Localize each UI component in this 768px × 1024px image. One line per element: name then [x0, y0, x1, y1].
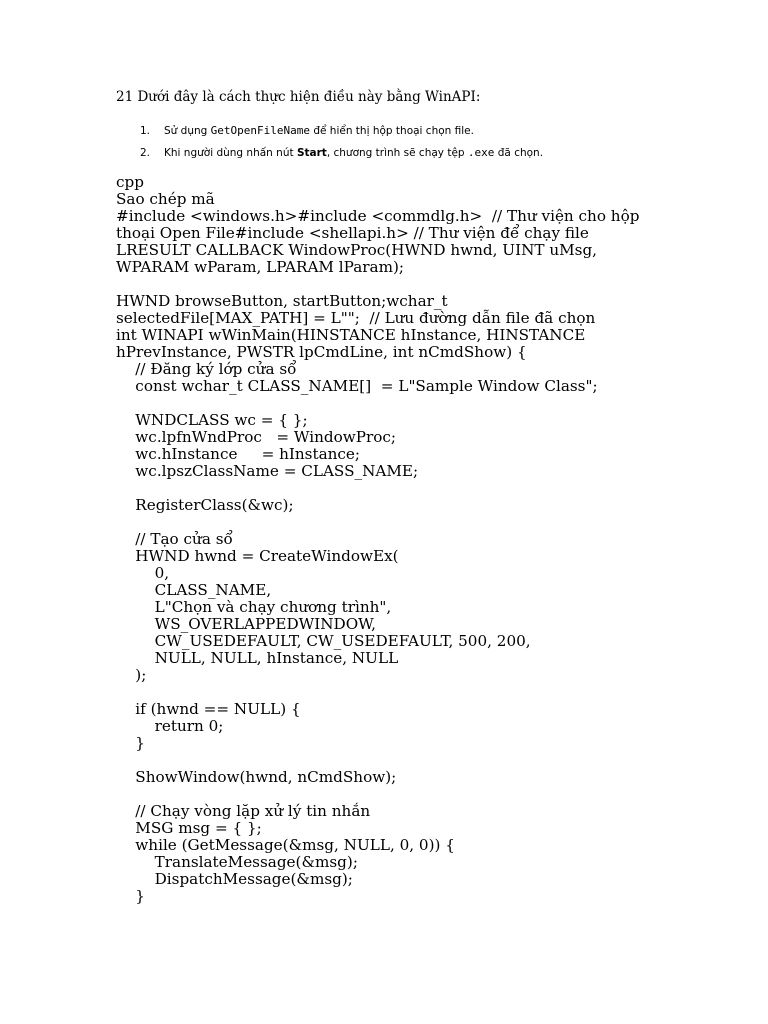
code-block	[116, 174, 656, 905]
code-line: }	[116, 887, 145, 905]
code-line: WPARAM wParam, LPARAM lParam);	[116, 258, 405, 276]
code-line: L"Chọn và chạy chương trình",	[116, 598, 392, 616]
code-line: int WINAPI wWinMain(HINSTANCE hInstance, HINSTANCE	[116, 326, 586, 344]
code-line: wc.lpfnWndProc = WindowProc;	[116, 428, 396, 446]
code-line: 0,	[116, 564, 170, 582]
code-line: return 0;	[116, 717, 224, 735]
code-line: CW_USEDEFAULT, CW_USEDEFAULT, 500, 200,	[116, 632, 531, 650]
code-line: const wchar_t CLASS_NAME[] = L"Sample Window Class";	[116, 377, 598, 395]
list-item	[140, 142, 543, 164]
code-line: DispatchMessage(&msg);	[116, 870, 353, 888]
code-line: // Tạo cửa sổ	[116, 530, 233, 548]
step-text: Sử dụng	[164, 125, 211, 137]
inline-code: .exe	[467, 146, 495, 159]
code-line: MSG msg = { };	[116, 819, 262, 837]
code-line: // Đăng ký lớp cửa sổ	[116, 360, 297, 378]
code-line: while (GetMessage(&msg, NULL, 0, 0)) {	[116, 836, 455, 854]
code-line: );	[116, 666, 147, 684]
step-text: , chương trình sẽ chạy tệp	[326, 147, 468, 159]
list-item	[140, 120, 543, 142]
code-line: CLASS_NAME,	[116, 581, 272, 599]
inline-code: GetOpenFileName	[210, 124, 310, 137]
code-line: }	[116, 734, 145, 752]
step-text: Khi người dùng nhấn nút	[164, 147, 297, 159]
code-line: // Chạy vòng lặp xử lý tin nhắn	[116, 802, 371, 820]
step-text: để hiển thị hộp thoại chọn file.	[309, 125, 474, 137]
code-language-label: cpp	[116, 173, 144, 191]
code-line: #include <windows.h>#include <commdlg.h> // Thư viện cho hộp	[116, 207, 640, 225]
code-lines	[116, 207, 639, 905]
code-line: HWND hwnd = CreateWindowEx(	[116, 547, 399, 565]
code-line: LRESULT CALLBACK WindowProc(HWND hwnd, UINT uMsg,	[116, 241, 598, 259]
copy-code-label: Sao chép mã	[116, 190, 215, 208]
code-line: thoại Open File#include <shellapi.h> // Thư viện để chạy file	[116, 224, 589, 242]
list-item-number: 2.	[140, 147, 151, 159]
code-line: NULL, NULL, hInstance, NULL	[116, 649, 399, 667]
code-line: TranslateMessage(&msg);	[116, 853, 358, 871]
code-line: RegisterClass(&wc);	[116, 496, 294, 514]
code-line: hPrevInstance, PWSTR lpCmdLine, int nCmdShow) {	[116, 343, 527, 361]
code-line: wc.hInstance = hInstance;	[116, 445, 361, 463]
code-line: ShowWindow(hwnd, nCmdShow);	[116, 768, 397, 786]
code-line: WNDCLASS wc = { };	[116, 411, 308, 429]
code-line: selectedFile[MAX_PATH] = L""; // Lưu đường dẫn file đã chọn	[116, 309, 596, 327]
bold-text: Start	[296, 147, 327, 159]
step-text: đã chọn.	[494, 147, 544, 159]
list-item-number: 1.	[140, 125, 151, 137]
code-line: if (hwnd == NULL) {	[116, 700, 301, 718]
code-line: WS_OVERLAPPEDWINDOW,	[116, 615, 376, 633]
code-line: wc.lpszClassName = CLASS_NAME;	[116, 462, 419, 480]
steps-list	[140, 120, 543, 164]
code-line: HWND browseButton, startButton;wchar_t	[116, 292, 448, 310]
intro-paragraph: 21 Dưới đây là cách thực hiện điều này bằng WinAPI:	[116, 89, 481, 105]
